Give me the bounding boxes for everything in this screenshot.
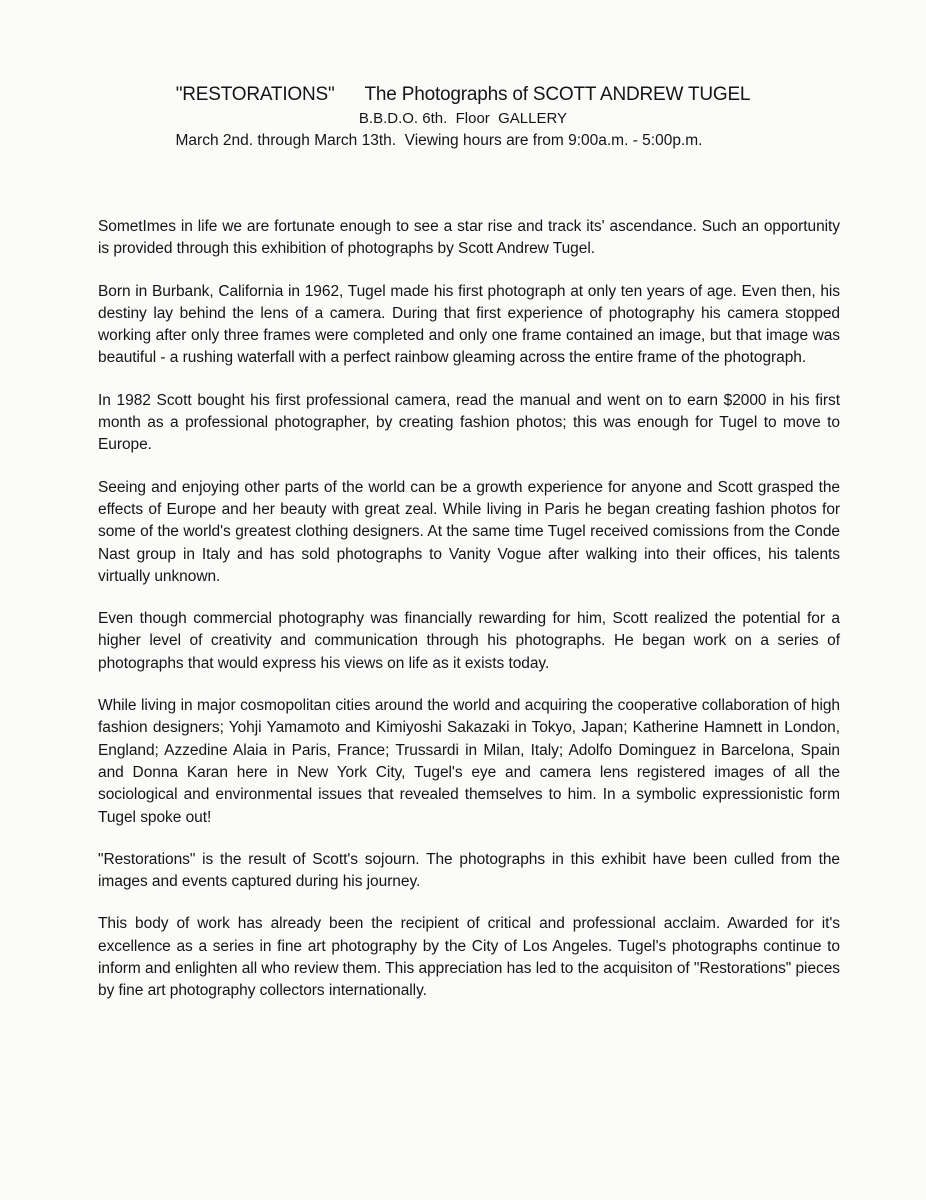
- exhibition-title: "RESTORATIONS": [175, 84, 335, 105]
- paragraph: Seeing and enjoying other parts of the world can be a growth experience for anyone and Scott grasped the effects of Europe and her beauty with great zeal. While living in Paris he began creating fashion photos for some of the world's greatest clothing designers. At the same time Tugel received comissions from the Conde Nast group in Italy and has sold photographs to Vanity Vogue after walking into their offices, his talents virtually unknown.: [98, 478, 840, 585]
- paragraph: Even though commercial photography was financially rewarding for him, Scott realized the potential for a higher level of creativity and communication through his photographs. He began work on a series of photographs that would express his views on life as it exists today.: [98, 610, 840, 672]
- paragraph: Born in Burbank, California in 1962, Tugel made his first photograph at only ten years of age. Even then, his destiny lay behind the lens of a camera. During that first experience of photography his camera stopped working after only three frames were completed and only one frame contained an image, but that image was beautiful - a rushing waterfall with a perfect rainbow gleaming across the entire frame of the photograph.: [98, 282, 840, 367]
- press-release-body: [98, 216, 840, 1023]
- paragraph: SometImes in life we are fortunate enough to see a star rise and track its' ascendance. Such an opportunity is provided through this exhibition of photographs by Scott Andrew Tugel.: [98, 218, 840, 258]
- dates-hours-line: March 2nd. through March 13th. Viewing hours are from 9:00a.m. - 5:00p.m.: [175, 132, 703, 149]
- paragraph: While living in major cosmopolitan cities around the world and acquiring the cooperative collaboration of high fashion designers; Yohji Yamamoto and Kimiyoshi Sakazaki in Tokyo, Japan; Katherine Hamnett in London, England; Azzedine Alaia in Paris, France; Trussardi in Milan, Italy; Adolfo Dominguez in Barcelona, Spain and Donna Karan here in New York City, Tugel's eye and camera lens registered images of all the sociological and environmental issues that revealed themselves to him. In a symbolic expressionistic form Tugel spoke out!: [98, 697, 840, 826]
- paragraph: "Restorations" is the result of Scott's sojourn. The photographs in this exhibit have been culled from the images and events captured during his journey.: [98, 850, 840, 891]
- exhibition-title-line: [0, 83, 926, 107]
- exhibition-subtitle: The Photographs of SCOTT ANDREW TUGEL: [364, 84, 751, 105]
- venue-line: B.B.D.O. 6th. Floor GALLERY: [358, 110, 568, 127]
- paragraph: This body of work has already been the recipient of critical and professional acclaim. Awarded for it's excellence as a series in fine art photography by the City of Los Angeles. Tugel's photographs continue to inform and enlighten all who review them. This appreciation has led to the acquisiton of "Restorations" pieces by fine art photography collectors internationally.: [98, 915, 840, 1000]
- paragraph: In 1982 Scott bought his first professional camera, read the manual and went on to earn $2000 in his first month as a professional photographer, by creating fashion photos; this was enough for Tugel to move to Europe.: [98, 391, 840, 454]
